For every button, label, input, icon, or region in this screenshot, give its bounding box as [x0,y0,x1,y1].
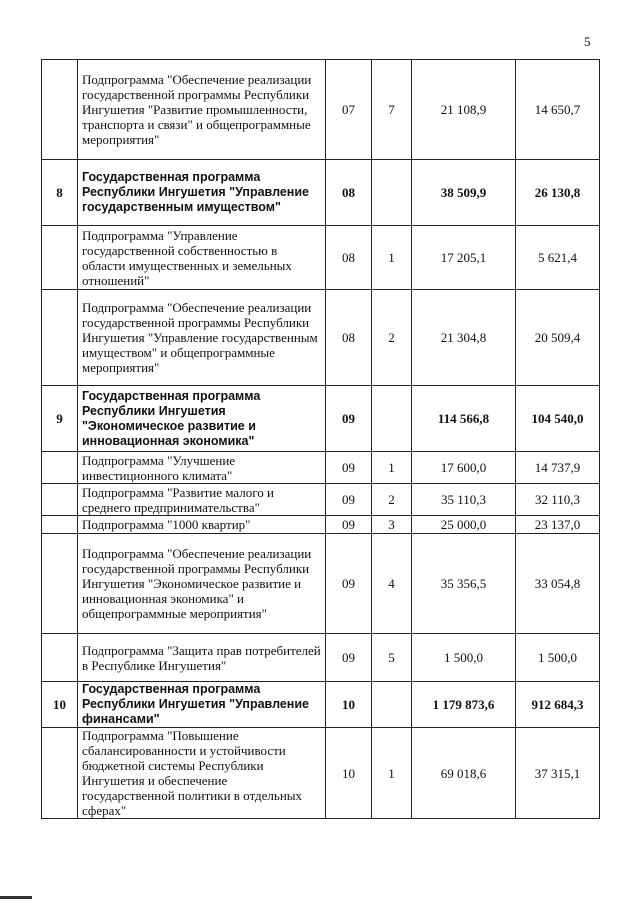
table-body [42,60,600,819]
subprogram-code [372,682,412,728]
program-name: Подпрограмма "Обеспечение реализации государственной программы Республики Ингушетия "Развитие промышленности, транспорта и связи" и общепрограммные мероприятия" [78,60,326,160]
amount-executed: 1 500,0 [516,634,600,682]
program-code: 09 [326,452,372,484]
row-number [42,226,78,290]
amount-executed: 14 650,7 [516,60,600,160]
amount-executed: 104 540,0 [516,386,600,452]
program-row [42,386,600,452]
subprogram-code [372,386,412,452]
amount-executed: 33 054,8 [516,534,600,634]
subprogram-code: 2 [372,484,412,516]
program-code: 08 [326,160,372,226]
amount-executed: 20 509,4 [516,290,600,386]
row-number: 10 [42,682,78,728]
amount-planned: 35 110,3 [412,484,516,516]
subprogram-row [42,516,600,534]
amount-planned: 69 018,6 [412,728,516,819]
page-number: 5 [584,34,591,49]
program-code: 09 [326,534,372,634]
amount-executed: 14 737,9 [516,452,600,484]
row-number [42,634,78,682]
program-name: Подпрограмма "Обеспечение реализации государственной программы Республики Ингушетия "Управление государственным имуществом" и общепрограммные мероприятия" [78,290,326,386]
subprogram-row [42,60,600,160]
row-number [42,452,78,484]
amount-planned: 17 600,0 [412,452,516,484]
amount-planned: 21 304,8 [412,290,516,386]
row-number: 9 [42,386,78,452]
row-number [42,516,78,534]
amount-planned: 25 000,0 [412,516,516,534]
program-code: 08 [326,290,372,386]
program-name: Подпрограмма "Развитие малого и среднего предпринимательства" [78,484,326,516]
subprogram-code: 1 [372,226,412,290]
subprogram-code: 3 [372,516,412,534]
subprogram-code: 7 [372,60,412,160]
program-name: Подпрограмма "Улучшение инвестиционного климата" [78,452,326,484]
subprogram-code: 1 [372,728,412,819]
program-name: Подпрограмма "Обеспечение реализации государственной программы Республики Ингушетия "Экономическое развитие и инновационная экономика" и общепрограммные мероприятия" [78,534,326,634]
program-row [42,160,600,226]
program-name: Государственная программа Республики Ингушетия "Управление финансами" [78,682,326,728]
subprogram-code: 4 [372,534,412,634]
subprogram-row [42,634,600,682]
amount-planned: 21 108,9 [412,60,516,160]
amount-executed: 23 137,0 [516,516,600,534]
program-code: 09 [326,386,372,452]
row-number: 8 [42,160,78,226]
subprogram-code: 5 [372,634,412,682]
row-number [42,534,78,634]
program-code: 10 [326,682,372,728]
program-row [42,682,600,728]
subprogram-row [42,290,600,386]
program-name: Подпрограмма "Защита прав потребителей в Республике Ингушетия" [78,634,326,682]
row-number [42,290,78,386]
subprogram-code [372,160,412,226]
subprogram-row [42,534,600,634]
program-name: Подпрограмма "Управление государственной собственностью в области имущественных и земельных отношений" [78,226,326,290]
amount-planned: 1 179 873,6 [412,682,516,728]
amount-planned: 1 500,0 [412,634,516,682]
program-code: 08 [326,226,372,290]
row-number [42,484,78,516]
program-code: 10 [326,728,372,819]
program-name: Государственная программа Республики Ингушетия "Экономическое развитие и инновационная экономика" [78,386,326,452]
budget-table [41,59,600,819]
amount-executed: 32 110,3 [516,484,600,516]
amount-planned: 35 356,5 [412,534,516,634]
subprogram-row [42,728,600,819]
amount-executed: 26 130,8 [516,160,600,226]
amount-planned: 114 566,8 [412,386,516,452]
subprogram-code: 2 [372,290,412,386]
program-name: Государственная программа Республики Ингушетия "Управление государственным имуществом" [78,160,326,226]
program-code: 09 [326,516,372,534]
program-name: Подпрограмма "1000 квартир" [78,516,326,534]
scan-edge-mark [0,896,32,899]
amount-planned: 38 509,9 [412,160,516,226]
subprogram-code: 1 [372,452,412,484]
amount-executed: 912 684,3 [516,682,600,728]
row-number [42,728,78,819]
row-number [42,60,78,160]
program-name: Подпрограмма "Повышение сбалансированности и устойчивости бюджетной системы Республики Ингушетия и обеспечение государственной политики в отдельных сферах" [78,728,326,819]
amount-executed: 5 621,4 [516,226,600,290]
program-code: 09 [326,484,372,516]
program-code: 09 [326,634,372,682]
amount-planned: 17 205,1 [412,226,516,290]
subprogram-row [42,452,600,484]
amount-executed: 37 315,1 [516,728,600,819]
subprogram-row [42,484,600,516]
subprogram-row [42,226,600,290]
program-code: 07 [326,60,372,160]
